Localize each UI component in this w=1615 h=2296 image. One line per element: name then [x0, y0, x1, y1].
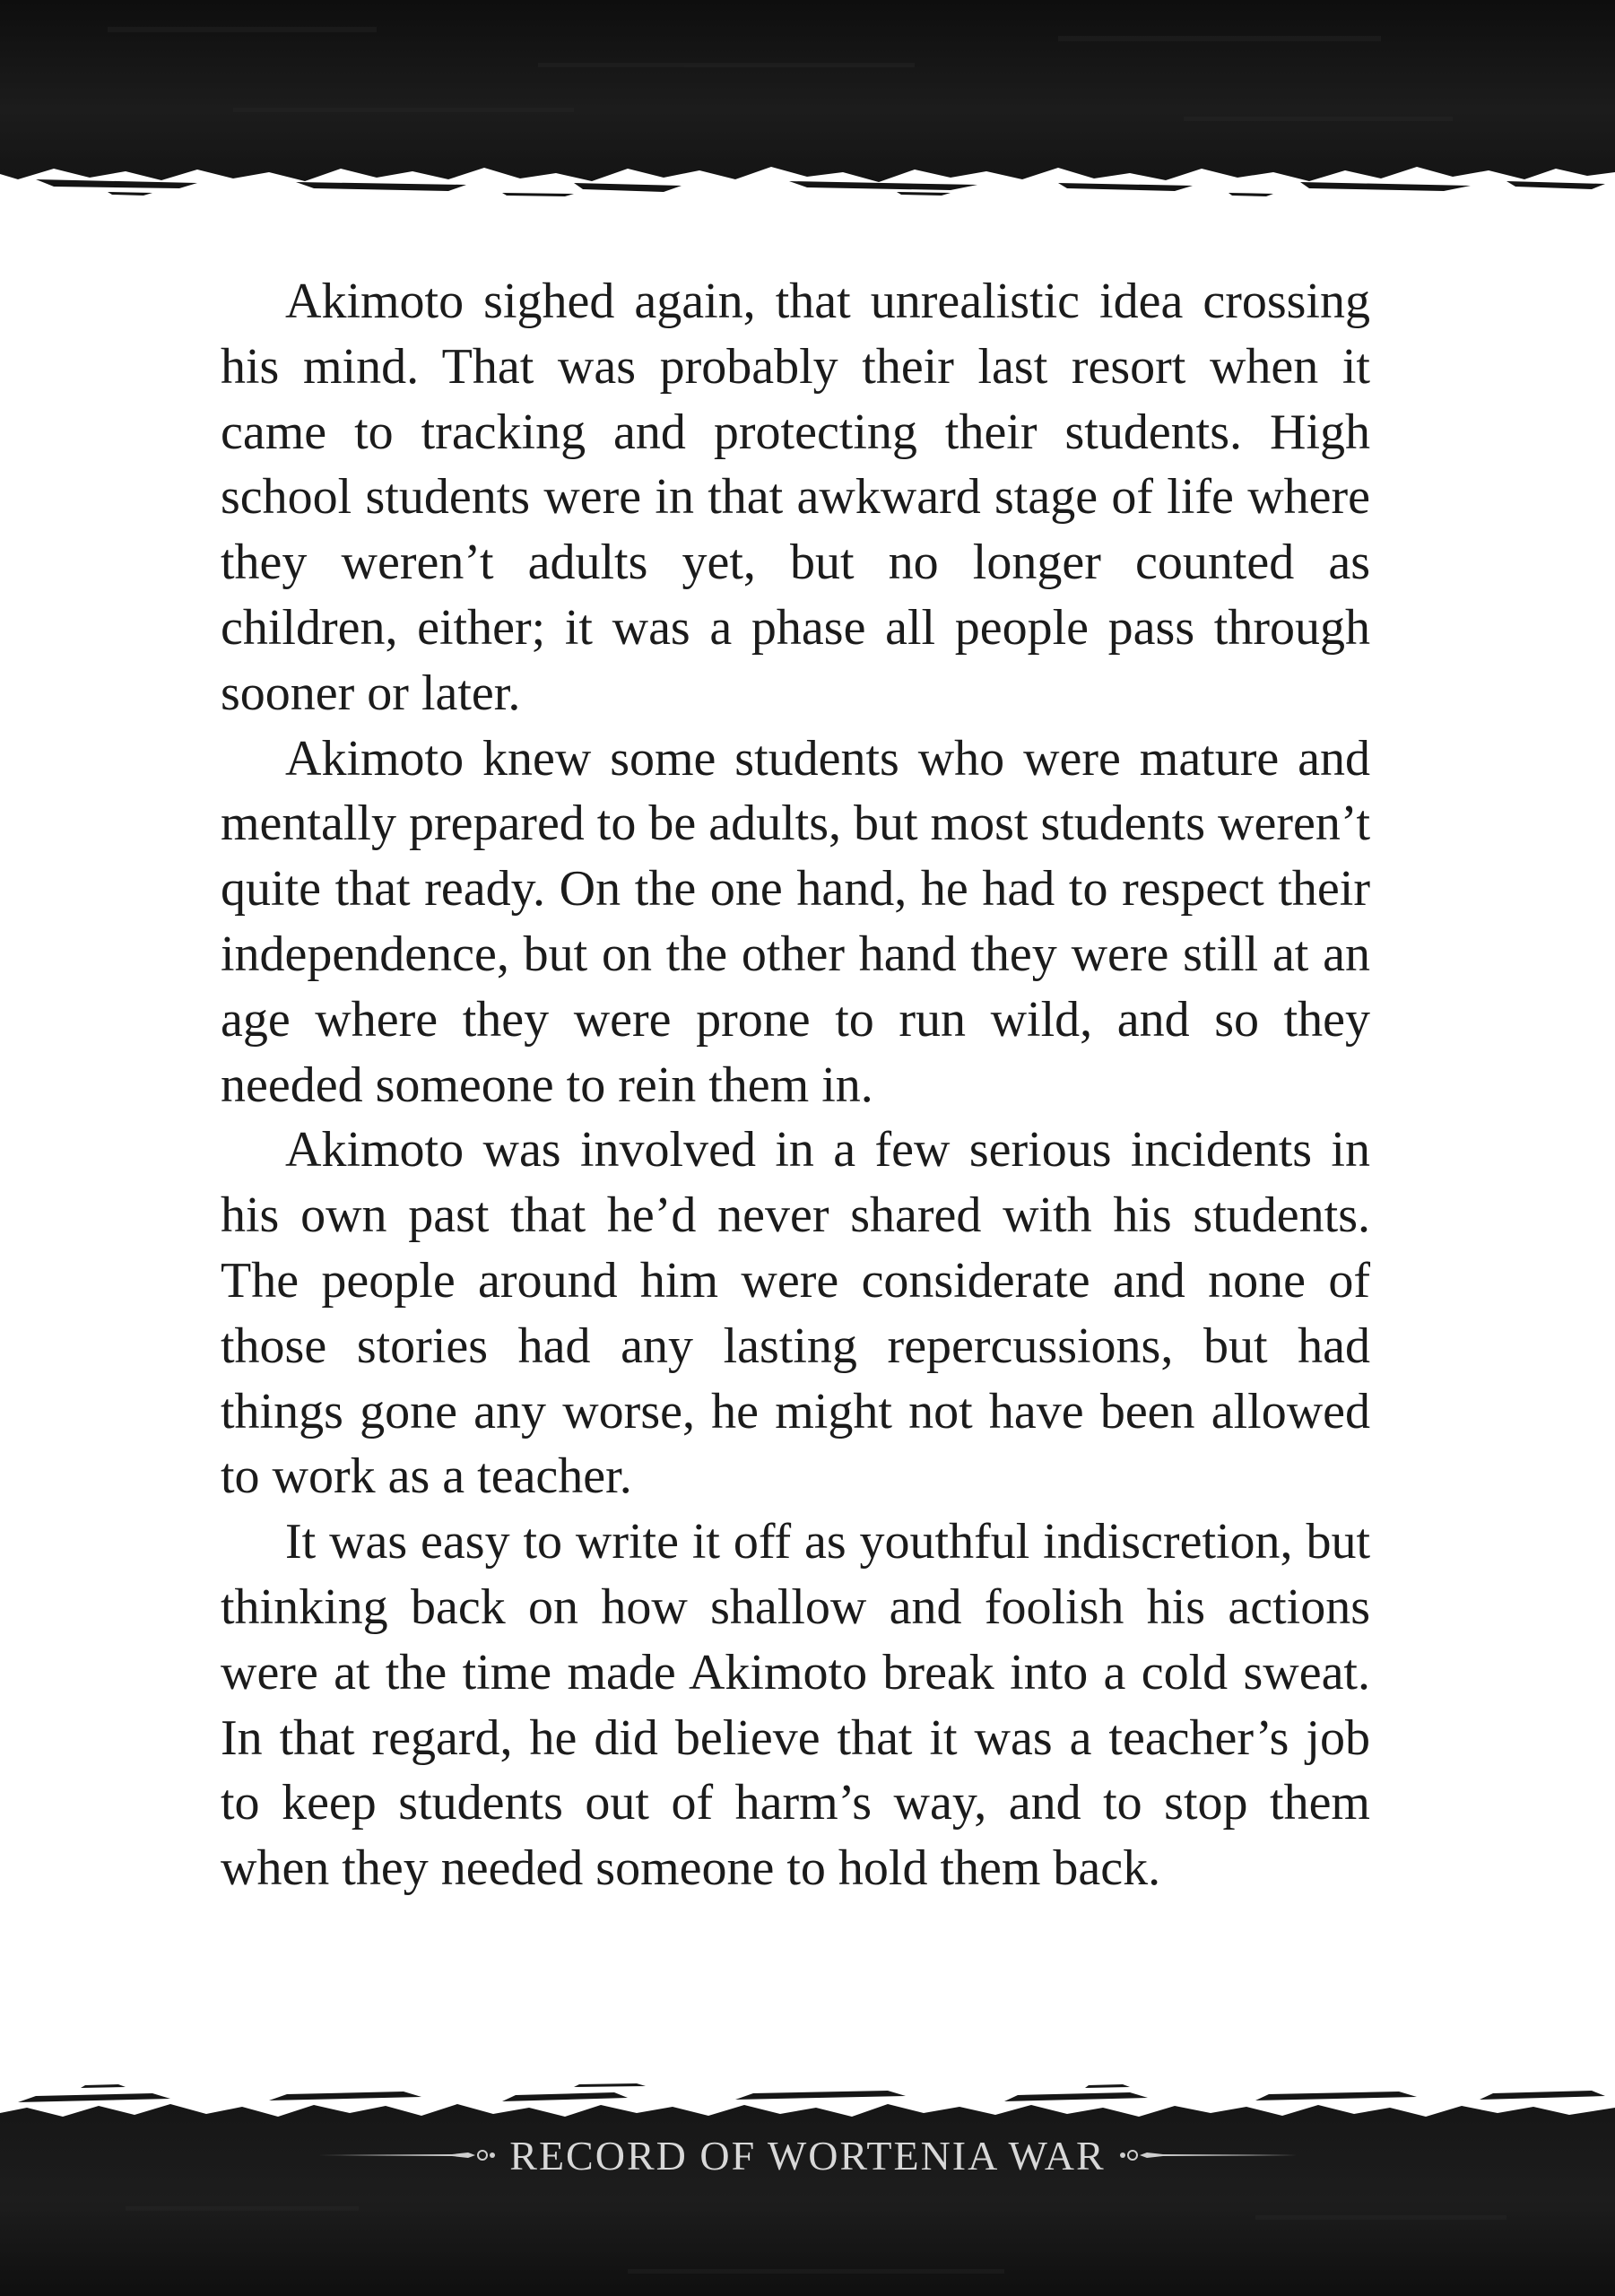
running-footer	[0, 2128, 1615, 2182]
bottom-ink-band	[0, 2072, 1615, 2296]
footer-title: RECORD OF WORTENIA WAR	[509, 2132, 1106, 2179]
body-text	[221, 269, 1370, 1901]
paragraph: Akimoto was involved in a few serious incidents in his own past that he’d never shared with his students. The people around him were considerate and none of those stories had any lasting repercussions, but had things gone any worse, he might not have been allowed to work as a teacher.	[221, 1122, 1370, 1505]
paragraph: It was easy to write it off as youthful indiscretion, but thinking back on how shallow and foolish his actions were at the time made Akimoto break into a cold sweat. In that regard, he did believe that it was a teacher’s job to keep students out of harm’s way, and to stop them when they needed someone to hold them back.	[221, 1514, 1370, 1897]
right-flourish-icon	[1118, 2144, 1298, 2166]
bottom-ink-band-graphic	[0, 2072, 1615, 2296]
paragraph: Akimoto knew some students who were mature and mentally prepared to be adults, but most students weren’t quite that ready. On the one hand, he had to respect their independence, but on the other hand they were still at an age where they were prone to run wild, and so they needed someone to rein them in.	[221, 730, 1371, 1113]
paragraph: Akimoto sighed again, that unrealistic idea crossing his mind. That was probably their last resort when it came to tracking and protecting their students. High school students were in that awkward stage of life where they weren’t adults yet, but no longer counted as children, either; it was a phase all people pass through sooner or later.	[221, 274, 1370, 721]
top-ink-band	[0, 0, 1615, 215]
left-flourish-icon	[317, 2144, 497, 2166]
top-ink-band-graphic	[0, 0, 1615, 215]
